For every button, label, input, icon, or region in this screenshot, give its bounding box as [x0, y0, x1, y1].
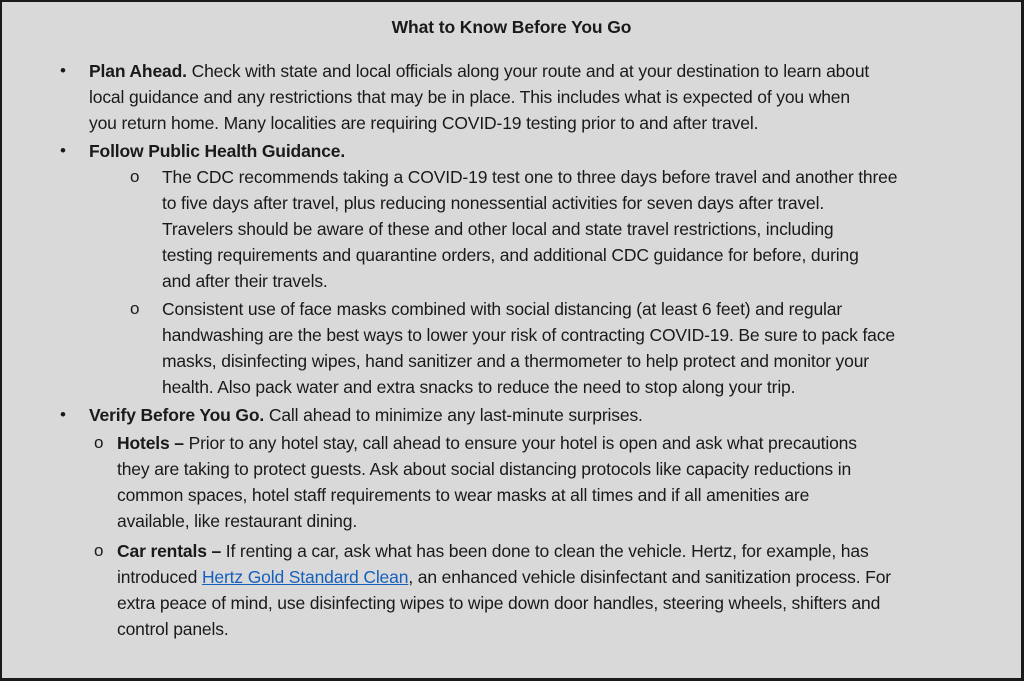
subitem-text: If renting a car, ask what has been done to clean the vehicle. Hertz, for example, has — [221, 541, 869, 561]
subitem-text: Prior to any hotel stay, call ahead to ensure your hotel is open and ask what precautions — [183, 433, 857, 453]
subitem-text-line: Travelers should be aware of these and other local and state travel restrictions, including — [162, 219, 834, 239]
subitem-text-line: to five days after travel, plus reducing nonessential activities for seven days after travel. — [162, 193, 825, 213]
sub-bullet-icon: o — [94, 433, 104, 452]
item-heading: Follow Public Health Guidance. — [89, 141, 346, 161]
sub-bullet-icon: o — [94, 541, 104, 560]
subitem-text-line: Consistent use of face masks combined with social distancing (at least 6 feet) and regular — [162, 299, 843, 319]
list-item-plan-ahead — [89, 58, 869, 84]
subitem-text-line: available, like restaurant dining. — [117, 511, 358, 531]
subitem-heading: Hotels – — [117, 433, 184, 453]
list-item-verify — [89, 402, 643, 428]
subitem-text-line: common spaces, hotel staff requirements to wear masks at all times and if all amenities are — [117, 485, 810, 505]
item-text-line: you return home. Many localities are requiring COVID-19 testing prior to and after travel. — [89, 113, 759, 133]
subitem-text-line: extra peace of mind, use disinfecting wipes to wipe down door handles, steering wheels, shifters and — [117, 593, 881, 613]
item-text-line: local guidance and any restrictions that may be in place. This includes what is expected of you when — [89, 87, 850, 107]
hertz-gold-standard-link[interactable]: Hertz Gold Standard Clean — [201, 567, 409, 587]
sub-bullet-icon: o — [130, 167, 140, 186]
subitem-text-line: handwashing are the best ways to lower your risk of contracting COVID-19. Be sure to pack face — [162, 325, 895, 345]
item-text: Call ahead to minimize any last-minute surprises. — [264, 405, 643, 425]
bullet-icon: • — [60, 405, 66, 424]
subitem-text-line: The CDC recommends taking a COVID-19 test one to three days before travel and another three — [162, 167, 898, 187]
subitem-text-line: they are taking to protect guests. Ask about social distancing protocols like capacity reductions in — [117, 459, 852, 479]
subitem-text-line: control panels. — [117, 619, 229, 639]
subitem-text-line: health. Also pack water and extra snacks to reduce the need to stop along your trip. — [162, 377, 796, 397]
subitem-car-rentals — [117, 538, 869, 564]
subitem-text-line: and after their travels. — [162, 271, 328, 291]
subitem-hotels — [117, 430, 857, 456]
bullet-icon: • — [60, 141, 66, 160]
sub-bullet-icon: o — [130, 299, 140, 318]
box-title: What to Know Before You Go — [391, 17, 632, 37]
subitem-text-line: masks, disinfecting wipes, hand sanitizer and a thermometer to help protect and monitor your — [162, 351, 869, 371]
subitem-heading: Car rentals – — [117, 541, 222, 561]
item-text: Check with state and local officials along your route and at your destination to learn about — [186, 61, 870, 81]
item-heading: Plan Ahead. — [89, 61, 187, 81]
item-heading: Verify Before You Go. — [89, 405, 265, 425]
subitem-text: , an enhanced vehicle disinfectant and sanitization process. For — [408, 567, 891, 587]
subitem-text-line — [117, 564, 891, 590]
bullet-icon: • — [60, 61, 66, 80]
subitem-text-line: testing requirements and quarantine orders, and additional CDC guidance for before, during — [162, 245, 859, 265]
subitem-text: introduced — [117, 567, 202, 587]
